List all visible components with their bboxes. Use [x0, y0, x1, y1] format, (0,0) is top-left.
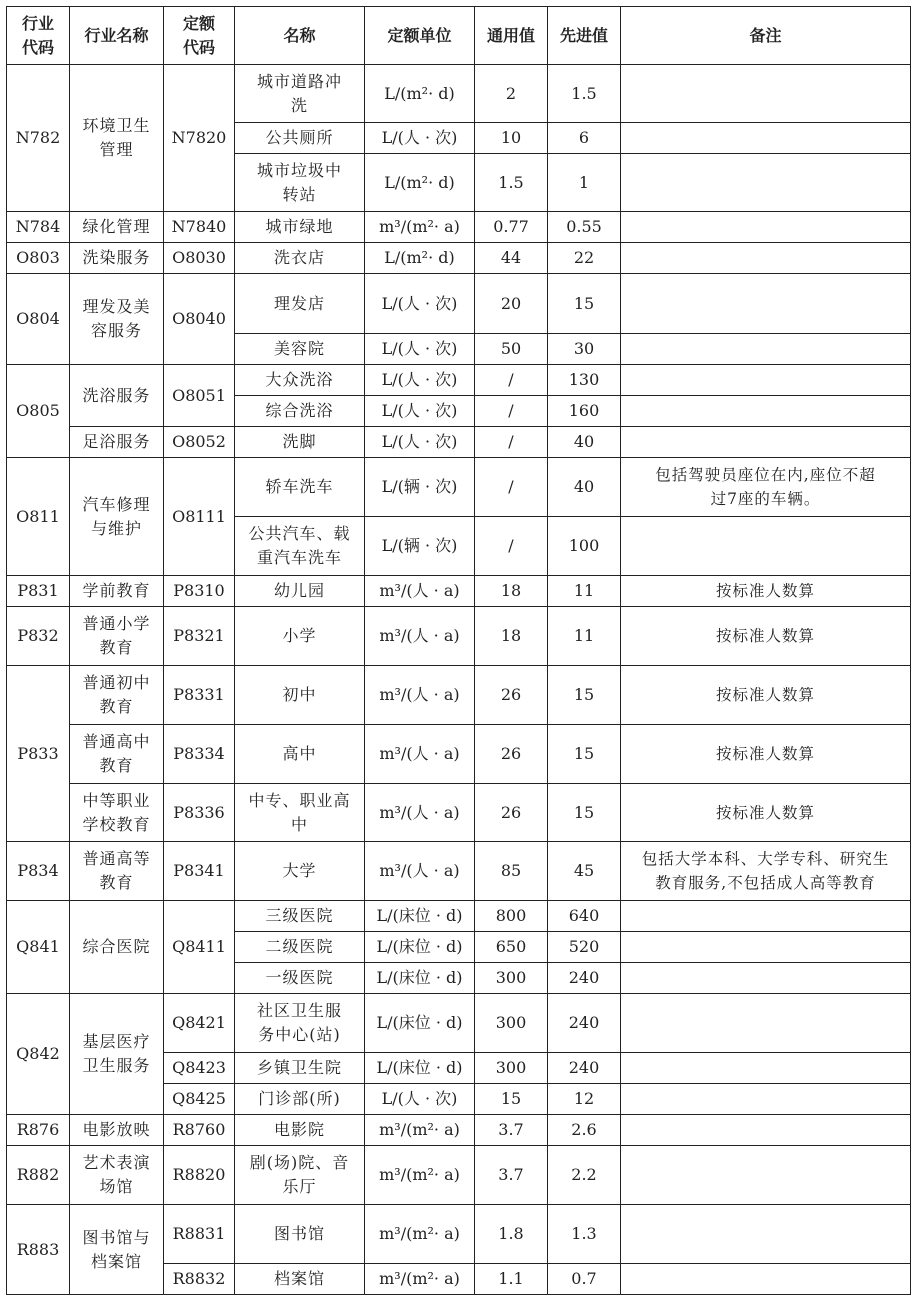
remarks-cell — [621, 243, 911, 274]
industry-name-cell: 普通小学 教育 — [70, 607, 164, 666]
general-value-cell: 300 — [475, 963, 548, 994]
industry-name-cell: 绿化管理 — [70, 212, 164, 243]
item-name-cell: 初中 — [235, 666, 365, 725]
general-value-cell: 800 — [475, 901, 548, 932]
industry-name-cell: 洗浴服务 — [70, 365, 164, 427]
quota-code-cell: P8310 — [164, 576, 235, 607]
industry-name-cell: 环境卫生 管理 — [70, 65, 164, 212]
quota-code-cell: Q8425 — [164, 1084, 235, 1115]
quota-code-cell: P8331 — [164, 666, 235, 725]
advanced-value-cell: 15 — [548, 274, 621, 334]
advanced-value-cell: 0.55 — [548, 212, 621, 243]
remarks-cell — [621, 1115, 911, 1146]
remarks-cell: 按标准人数算 — [621, 666, 911, 725]
item-name-cell: 乡镇卫生院 — [235, 1053, 365, 1084]
advanced-value-cell: 15 — [548, 784, 621, 842]
remarks-cell — [621, 65, 911, 123]
item-name-cell: 二级医院 — [235, 932, 365, 963]
industry-code-cell: O804 — [7, 274, 70, 365]
industry-name-cell: 学前教育 — [70, 576, 164, 607]
header-industry-name: 行业名称 — [70, 7, 164, 65]
table-row — [7, 901, 911, 932]
advanced-value-cell: 11 — [548, 607, 621, 666]
general-value-cell: 1.5 — [475, 154, 548, 212]
quota-unit-cell: m³/(人 · a) — [365, 576, 475, 607]
quota-unit-cell: L/(人 · 次) — [365, 427, 475, 458]
advanced-value-cell: 0.7 — [548, 1264, 621, 1295]
industry-code-cell: Q841 — [7, 901, 70, 994]
industry-name-cell: 普通高等 教育 — [70, 842, 164, 901]
remarks-cell — [621, 1146, 911, 1205]
header-name: 名称 — [235, 7, 365, 65]
advanced-value-cell: 160 — [548, 396, 621, 427]
general-value-cell: / — [475, 365, 548, 396]
quota-code-cell: P8341 — [164, 842, 235, 901]
advanced-value-cell: 30 — [548, 334, 621, 365]
table-row — [7, 365, 911, 396]
remarks-cell — [621, 994, 911, 1053]
item-name-cell: 公共汽车、载 重汽车洗车 — [235, 517, 365, 576]
advanced-value-cell: 22 — [548, 243, 621, 274]
item-name-cell: 城市垃圾中 转站 — [235, 154, 365, 212]
general-value-cell: / — [475, 517, 548, 576]
header-remarks: 备注 — [621, 7, 911, 65]
quota-code-cell: N7840 — [164, 212, 235, 243]
table-row — [7, 725, 911, 784]
table-row — [7, 458, 911, 517]
quota-code-cell: O8111 — [164, 458, 235, 576]
remarks-cell — [621, 901, 911, 932]
item-name-cell: 剧(场)院、音 乐厅 — [235, 1146, 365, 1205]
remarks-cell: 按标准人数算 — [621, 607, 911, 666]
general-value-cell: 1.1 — [475, 1264, 548, 1295]
quota-unit-cell: L/(人 · 次) — [365, 365, 475, 396]
industry-name-cell: 基层医疗 卫生服务 — [70, 994, 164, 1115]
remarks-cell — [621, 123, 911, 154]
item-name-cell: 洗衣店 — [235, 243, 365, 274]
quota-code-cell: N7820 — [164, 65, 235, 212]
remarks-cell — [621, 932, 911, 963]
advanced-value-cell: 1.5 — [548, 65, 621, 123]
quota-code-cell: O8052 — [164, 427, 235, 458]
general-value-cell: 300 — [475, 994, 548, 1053]
item-name-cell: 小学 — [235, 607, 365, 666]
quota-unit-cell: L/(m²· d) — [365, 65, 475, 123]
quota-unit-cell: L/(床位 · d) — [365, 932, 475, 963]
industry-code-cell: N782 — [7, 65, 70, 212]
header-industry-code: 行业 代码 — [7, 7, 70, 65]
remarks-cell: 按标准人数算 — [621, 725, 911, 784]
table-row — [7, 1115, 911, 1146]
remarks-cell — [621, 212, 911, 243]
advanced-value-cell: 15 — [548, 725, 621, 784]
quota-unit-cell: L/(m²· d) — [365, 243, 475, 274]
advanced-value-cell: 240 — [548, 1053, 621, 1084]
remarks-cell — [621, 427, 911, 458]
industry-name-cell: 足浴服务 — [70, 427, 164, 458]
table-row — [7, 994, 911, 1053]
header-quota-unit: 定额单位 — [365, 7, 475, 65]
industry-name-cell: 电影放映 — [70, 1115, 164, 1146]
quota-unit-cell: L/(床位 · d) — [365, 994, 475, 1053]
industry-code-cell: O805 — [7, 365, 70, 458]
industry-code-cell: R876 — [7, 1115, 70, 1146]
table-row — [7, 784, 911, 842]
advanced-value-cell: 40 — [548, 427, 621, 458]
quota-unit-cell: L/(辆 · 次) — [365, 517, 475, 576]
item-name-cell: 综合洗浴 — [235, 396, 365, 427]
table-row — [7, 666, 911, 725]
advanced-value-cell: 1.3 — [548, 1205, 621, 1264]
advanced-value-cell: 240 — [548, 994, 621, 1053]
industry-name-cell: 中等职业 学校教育 — [70, 784, 164, 842]
advanced-value-cell: 100 — [548, 517, 621, 576]
quota-unit-cell: m³/(人 · a) — [365, 725, 475, 784]
industry-name-cell: 洗染服务 — [70, 243, 164, 274]
table-row — [7, 427, 911, 458]
remarks-cell: 按标准人数算 — [621, 576, 911, 607]
table-row — [7, 274, 911, 334]
quota-unit-cell: m³/(人 · a) — [365, 666, 475, 725]
quota-unit-cell: L/(床位 · d) — [365, 963, 475, 994]
industry-code-cell: P832 — [7, 607, 70, 666]
general-value-cell: 2 — [475, 65, 548, 123]
table-row — [7, 576, 911, 607]
industry-name-cell: 普通高中 教育 — [70, 725, 164, 784]
quota-unit-cell: m³/(m²· a) — [365, 1205, 475, 1264]
quota-unit-cell: m³/(人 · a) — [365, 607, 475, 666]
industry-name-cell: 图书馆与 档案馆 — [70, 1205, 164, 1295]
industry-name-cell: 综合医院 — [70, 901, 164, 994]
industry-code-cell: N784 — [7, 212, 70, 243]
quota-code-cell: R8820 — [164, 1146, 235, 1205]
header-advanced-value: 先进值 — [548, 7, 621, 65]
item-name-cell: 中专、职业高 中 — [235, 784, 365, 842]
item-name-cell: 美容院 — [235, 334, 365, 365]
quota-unit-cell: m³/(m²· a) — [365, 1264, 475, 1295]
item-name-cell: 轿车洗车 — [235, 458, 365, 517]
quota-code-cell: O8030 — [164, 243, 235, 274]
quota-unit-cell: m³/(m²· a) — [365, 212, 475, 243]
quota-unit-cell: L/(床位 · d) — [365, 901, 475, 932]
item-name-cell: 电影院 — [235, 1115, 365, 1146]
item-name-cell: 门诊部(所) — [235, 1084, 365, 1115]
industry-code-cell: P834 — [7, 842, 70, 901]
quota-unit-cell: L/(人 · 次) — [365, 274, 475, 334]
remarks-cell — [621, 963, 911, 994]
table-row — [7, 607, 911, 666]
quota-code-cell: R8760 — [164, 1115, 235, 1146]
quota-unit-cell: m³/(m²· a) — [365, 1146, 475, 1205]
quota-code-cell: Q8421 — [164, 994, 235, 1053]
advanced-value-cell: 12 — [548, 1084, 621, 1115]
general-value-cell: 50 — [475, 334, 548, 365]
item-name-cell: 一级医院 — [235, 963, 365, 994]
general-value-cell: 26 — [475, 666, 548, 725]
header-quota-code: 定额 代码 — [164, 7, 235, 65]
item-name-cell: 社区卫生服 务中心(站) — [235, 994, 365, 1053]
table-row — [7, 1146, 911, 1205]
general-value-cell: 1.8 — [475, 1205, 548, 1264]
general-value-cell: / — [475, 458, 548, 517]
remarks-cell — [621, 274, 911, 334]
item-name-cell: 公共厕所 — [235, 123, 365, 154]
header-row — [7, 7, 911, 65]
item-name-cell: 大众洗浴 — [235, 365, 365, 396]
advanced-value-cell: 15 — [548, 666, 621, 725]
header-general-value: 通用值 — [475, 7, 548, 65]
item-name-cell: 图书馆 — [235, 1205, 365, 1264]
remarks-cell — [621, 1053, 911, 1084]
remarks-cell — [621, 334, 911, 365]
item-name-cell: 大学 — [235, 842, 365, 901]
quota-unit-cell: L/(床位 · d) — [365, 1053, 475, 1084]
advanced-value-cell: 45 — [548, 842, 621, 901]
quota-code-cell: P8334 — [164, 725, 235, 784]
general-value-cell: 10 — [475, 123, 548, 154]
quota-code-cell: Q8411 — [164, 901, 235, 994]
general-value-cell: 20 — [475, 274, 548, 334]
item-name-cell: 城市道路冲 洗 — [235, 65, 365, 123]
general-value-cell: / — [475, 427, 548, 458]
quota-unit-cell: L/(人 · 次) — [365, 1084, 475, 1115]
remarks-cell: 包括驾驶员座位在内,座位不超 过7座的车辆。 — [621, 458, 911, 517]
quota-code-cell: R8831 — [164, 1205, 235, 1264]
quota-unit-cell: L/(人 · 次) — [365, 396, 475, 427]
industry-code-cell: P833 — [7, 666, 70, 842]
item-name-cell: 幼儿园 — [235, 576, 365, 607]
industry-code-cell: O811 — [7, 458, 70, 576]
general-value-cell: 650 — [475, 932, 548, 963]
quota-code-cell: R8832 — [164, 1264, 235, 1295]
item-name-cell: 洗脚 — [235, 427, 365, 458]
general-value-cell: 26 — [475, 784, 548, 842]
quota-code-cell: O8040 — [164, 274, 235, 365]
general-value-cell: 3.7 — [475, 1115, 548, 1146]
industry-code-cell: R882 — [7, 1146, 70, 1205]
quota-unit-cell: m³/(m²· a) — [365, 1115, 475, 1146]
industry-name-cell: 汽车修理 与维护 — [70, 458, 164, 576]
table-row — [7, 1205, 911, 1264]
general-value-cell: / — [475, 396, 548, 427]
quota-unit-cell: m³/(人 · a) — [365, 842, 475, 901]
water-quota-table — [6, 6, 911, 1295]
item-name-cell: 档案馆 — [235, 1264, 365, 1295]
item-name-cell: 高中 — [235, 725, 365, 784]
quota-unit-cell: L/(辆 · 次) — [365, 458, 475, 517]
advanced-value-cell: 6 — [548, 123, 621, 154]
remarks-cell — [621, 1205, 911, 1264]
advanced-value-cell: 2.2 — [548, 1146, 621, 1205]
industry-code-cell: Q842 — [7, 994, 70, 1115]
general-value-cell: 3.7 — [475, 1146, 548, 1205]
industry-code-cell: P831 — [7, 576, 70, 607]
remarks-cell: 包括大学本科、大学专科、研究生 教育服务,不包括成人高等教育 — [621, 842, 911, 901]
remarks-cell — [621, 154, 911, 212]
general-value-cell: 0.77 — [475, 212, 548, 243]
quota-unit-cell: L/(m²· d) — [365, 154, 475, 212]
item-name-cell: 理发店 — [235, 274, 365, 334]
industry-name-cell: 普通初中 教育 — [70, 666, 164, 725]
quota-unit-cell: m³/(人 · a) — [365, 784, 475, 842]
advanced-value-cell: 1 — [548, 154, 621, 212]
remarks-cell — [621, 1264, 911, 1295]
remarks-cell — [621, 517, 911, 576]
remarks-cell — [621, 1084, 911, 1115]
table-row — [7, 243, 911, 274]
item-name-cell: 城市绿地 — [235, 212, 365, 243]
quota-code-cell: P8321 — [164, 607, 235, 666]
quota-unit-cell: L/(人 · 次) — [365, 334, 475, 365]
industry-name-cell: 艺术表演 场馆 — [70, 1146, 164, 1205]
quota-code-cell: P8336 — [164, 784, 235, 842]
general-value-cell: 300 — [475, 1053, 548, 1084]
general-value-cell: 85 — [475, 842, 548, 901]
general-value-cell: 44 — [475, 243, 548, 274]
item-name-cell: 三级医院 — [235, 901, 365, 932]
advanced-value-cell: 130 — [548, 365, 621, 396]
remarks-cell — [621, 396, 911, 427]
general-value-cell: 18 — [475, 576, 548, 607]
remarks-cell: 按标准人数算 — [621, 784, 911, 842]
general-value-cell: 18 — [475, 607, 548, 666]
industry-name-cell: 理发及美 容服务 — [70, 274, 164, 365]
general-value-cell: 26 — [475, 725, 548, 784]
table-row — [7, 65, 911, 123]
industry-code-cell: R883 — [7, 1205, 70, 1295]
table-row — [7, 212, 911, 243]
advanced-value-cell: 640 — [548, 901, 621, 932]
quota-unit-cell: L/(人 · 次) — [365, 123, 475, 154]
advanced-value-cell: 11 — [548, 576, 621, 607]
advanced-value-cell: 520 — [548, 932, 621, 963]
general-value-cell: 15 — [475, 1084, 548, 1115]
quota-code-cell: Q8423 — [164, 1053, 235, 1084]
quota-code-cell: O8051 — [164, 365, 235, 427]
advanced-value-cell: 240 — [548, 963, 621, 994]
remarks-cell — [621, 365, 911, 396]
table-row — [7, 842, 911, 901]
advanced-value-cell: 40 — [548, 458, 621, 517]
industry-code-cell: O803 — [7, 243, 70, 274]
advanced-value-cell: 2.6 — [548, 1115, 621, 1146]
